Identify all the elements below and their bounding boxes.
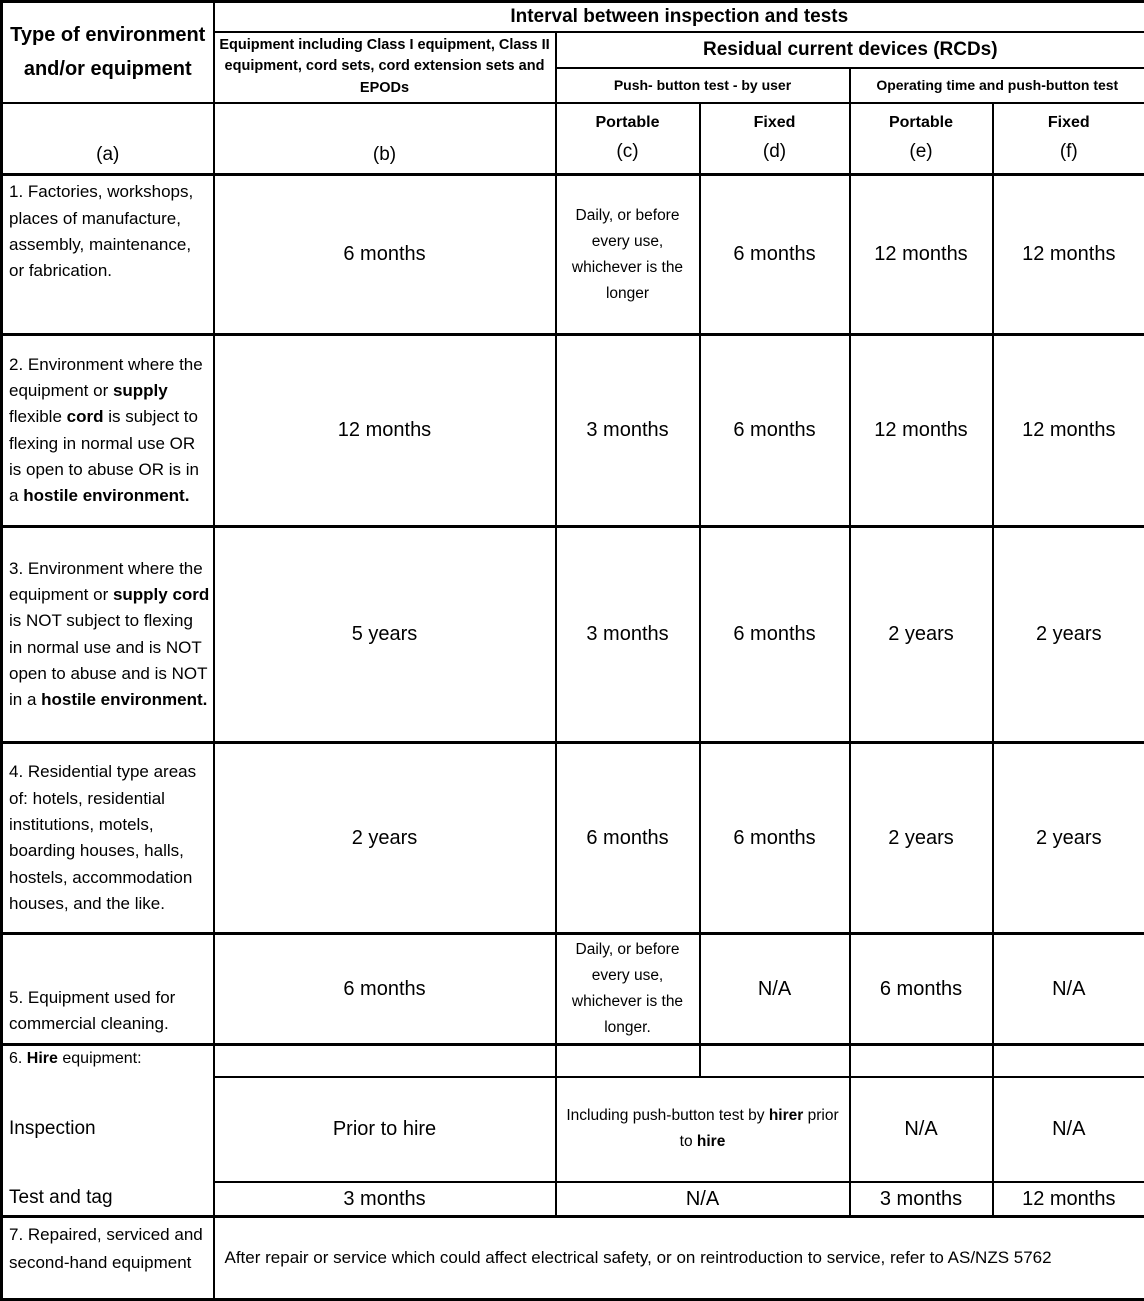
header-row-letters (2, 103, 1144, 175)
row6-inspection-cell-f: N/A (993, 1077, 1144, 1182)
row6-test-and-tag-label: Test and tag (9, 1181, 213, 1214)
row2-environment-label: 2. Environment where the equipment or supply flexible cord is subject to flexing in normal use OR is open to abuse OR is in a hostile environment. (2, 335, 214, 527)
row6-inspection-label: Inspection (9, 1077, 213, 1181)
row3-environment-label: 3. Environment where the equipment or supply cord is NOT subject to flexing in normal use and is NOT open to abuse and is NOT in a hostile environment. (2, 527, 214, 743)
row2-cell-f: 12 months (993, 335, 1144, 527)
table-row-6-hire-header (2, 1045, 1144, 1077)
header-letter-a: (a) (2, 103, 214, 175)
table-row-4-residential (2, 743, 1144, 934)
header-equipment-column: Equipment including Class I equipment, Class II equipment, cord sets, cord extension sets and EPODs (214, 32, 556, 103)
row6a-empty-f (993, 1045, 1144, 1077)
row5-cell-c: Daily, or before every use, whichever is the longer. (556, 934, 700, 1045)
row6-inspection-cell-b: Prior to hire (214, 1077, 556, 1182)
header-portable-e (850, 103, 993, 175)
row5-cell-d: N/A (700, 934, 850, 1045)
row4-cell-b: 2 years (214, 743, 556, 934)
header-letter-f: (f) (1060, 141, 1078, 163)
row3-cell-b: 5 years (214, 527, 556, 743)
header-operating-time-test: Operating time and push-button test (850, 68, 1144, 103)
header-fixed-f (993, 103, 1144, 175)
header-row-title (2, 2, 1144, 32)
header-letter-b: (b) (214, 103, 556, 175)
row2-cell-b: 12 months (214, 335, 556, 527)
table-row-1-factories (2, 175, 1144, 335)
row3-cell-d: 6 months (700, 527, 850, 743)
header-interval-title: Interval between inspection and tests (214, 2, 1144, 32)
header-fixed-d (700, 103, 850, 175)
row5-environment-label: 5. Equipment used for commercial cleaning. (2, 934, 214, 1045)
header-type-of-environment: Type of environment and/or equipment (2, 2, 214, 103)
header-push-button-test: Push- button test - by user (556, 68, 850, 103)
row4-cell-d: 6 months (700, 743, 850, 934)
table-row-5-commercial-cleaning (2, 934, 1144, 1045)
header-letter-e: (e) (909, 141, 932, 163)
row2-cell-c: 3 months (556, 335, 700, 527)
row6-testtag-cell-b: 3 months (214, 1182, 556, 1217)
row6a-empty-d (700, 1045, 850, 1077)
row1-cell-b: 6 months (214, 175, 556, 335)
row6-testtag-cell-e: 3 months (850, 1182, 993, 1217)
table-row-2-flexing-environment (2, 335, 1144, 527)
row6-testtag-cell-f: 12 months (993, 1182, 1144, 1217)
header-letter-c: (c) (616, 141, 638, 163)
row4-cell-f: 2 years (993, 743, 1144, 934)
header-letter-d: (d) (763, 141, 786, 163)
row4-environment-label: 4. Residential type areas of: hotels, residential institutions, motels, boarding houses, halls, hostels, accommodation houses, and the like. (2, 743, 214, 934)
table-row-3-not-flexing-environment (2, 527, 1144, 743)
row1-cell-c: Daily, or before every use, whichever is the longer (556, 175, 700, 335)
row6a-empty-c (556, 1045, 700, 1077)
row2-cell-d: 6 months (700, 335, 850, 527)
row5-cell-b: 6 months (214, 934, 556, 1045)
header-portable-c (556, 103, 700, 175)
row1-cell-d: 6 months (700, 175, 850, 335)
row5-cell-e: 6 months (850, 934, 993, 1045)
header-fixed-d-label: Fixed (754, 114, 796, 132)
table-row-7-repaired (2, 1217, 1144, 1300)
row3-cell-e: 2 years (850, 527, 993, 743)
row5-cell-f: N/A (993, 934, 1144, 1045)
row6a-empty-e (850, 1045, 993, 1077)
row3-cell-c: 3 months (556, 527, 700, 743)
header-rcd-title: Residual current devices (RCDs) (556, 32, 1144, 68)
header-portable-c-label: Portable (595, 114, 659, 132)
row6-inspection-cell-e: N/A (850, 1077, 993, 1182)
row7-environment-label: 7. Repaired, serviced and second-hand equipment (2, 1217, 214, 1300)
row6-testtag-cell-cd: N/A (556, 1182, 850, 1217)
row6a-empty-b (214, 1045, 556, 1077)
row1-cell-f: 12 months (993, 175, 1144, 335)
row6-inspection-cell-cd: Including push-button test by hirer prior to hire (556, 1077, 850, 1182)
row4-cell-c: 6 months (556, 743, 700, 934)
header-portable-e-label: Portable (889, 114, 953, 132)
row1-cell-e: 12 months (850, 175, 993, 335)
row2-cell-e: 12 months (850, 335, 993, 527)
row6-hire-title: 6. Hire equipment: (9, 1047, 213, 1077)
row7-note-cell: After repair or service which could affect electrical safety, or on reintroduction to service, refer to AS/NZS 5762 (214, 1217, 1144, 1300)
row1-environment-label: 1. Factories, workshops, places of manufacture, assembly, maintenance, or fabrication. (2, 175, 214, 335)
header-fixed-f-label: Fixed (1048, 114, 1090, 132)
row6-hire-label-cell (2, 1045, 214, 1217)
row3-cell-f: 2 years (993, 527, 1144, 743)
row4-cell-e: 2 years (850, 743, 993, 934)
